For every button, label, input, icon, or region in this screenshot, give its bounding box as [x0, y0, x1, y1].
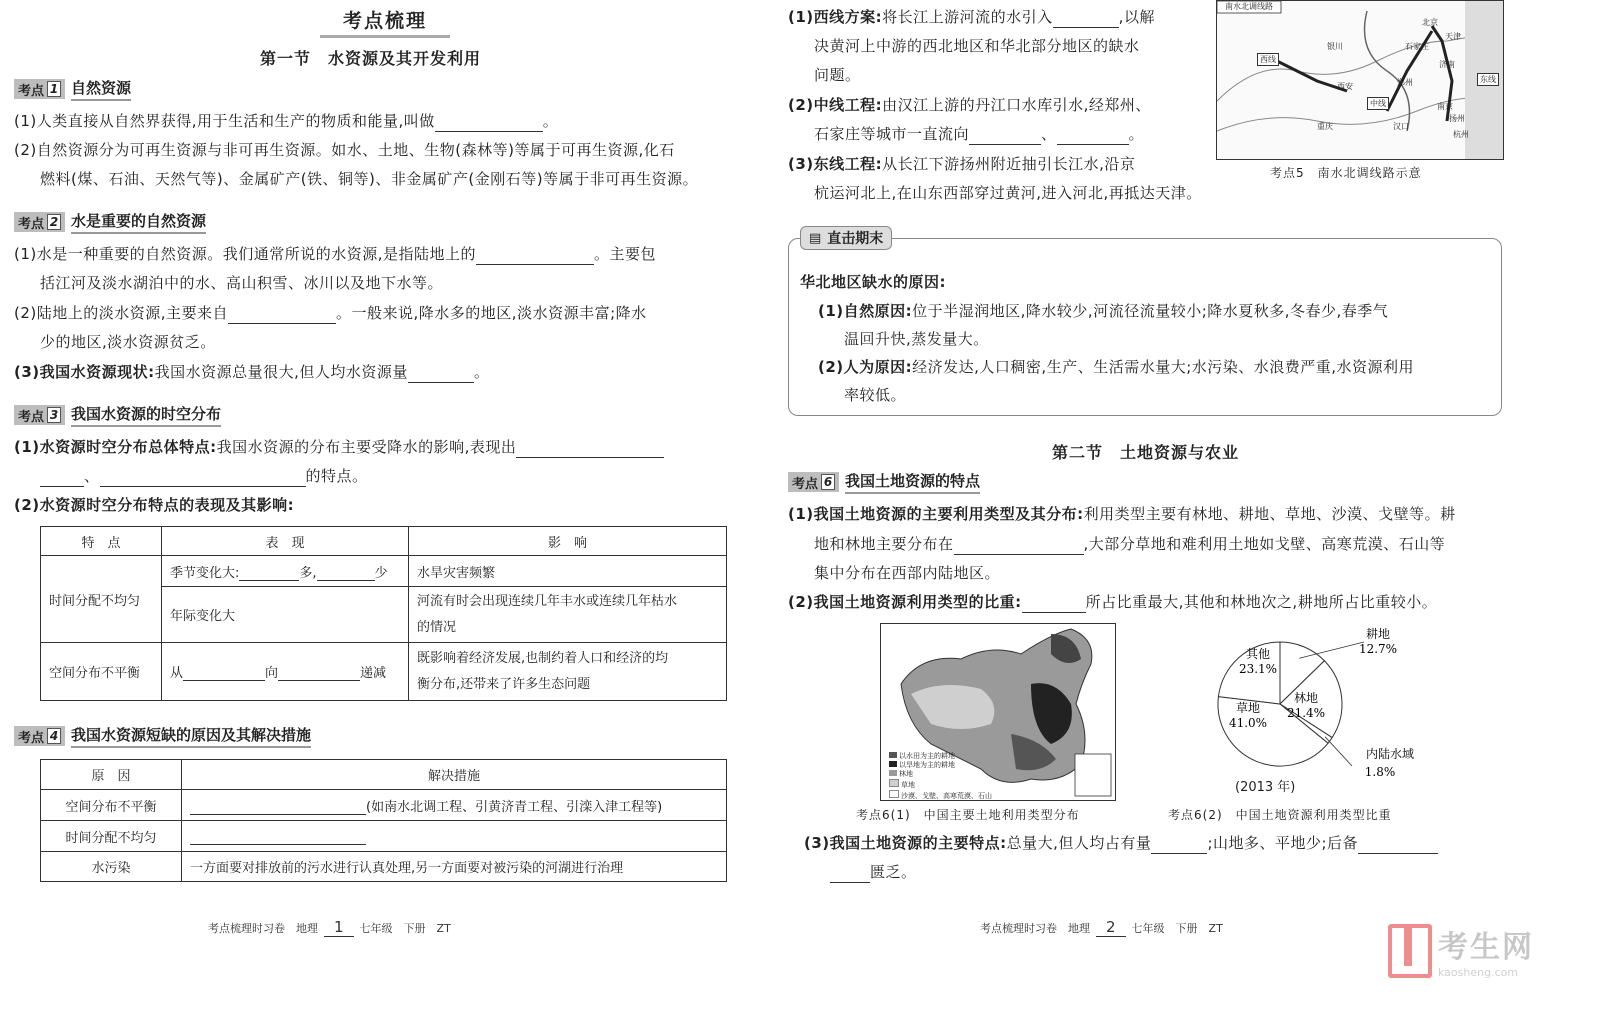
kaodian-tag: 考点 4: [14, 726, 65, 746]
map-label: 南京: [1437, 102, 1453, 111]
kd3-line-1: (1)水资源时空分布总体特点:我国水资源的分布主要受降水的影响,表现出: [14, 436, 664, 458]
kaodian-3-heading: [14, 404, 221, 426]
kd2-line-2: 括江河及淡水湖泊中的水、高山积雪、冰川以及地下水等。: [40, 274, 444, 292]
table-header: 表 现: [162, 527, 409, 556]
kd3-line-3: (2)水资源时空分布特点的表现及其影响:: [14, 496, 295, 514]
map-label: 杭州: [1453, 130, 1469, 139]
table-cell: 年际变化大: [162, 587, 409, 643]
map-label: 济南: [1439, 60, 1455, 69]
answer-blank[interactable]: [317, 564, 375, 581]
kd1-line-3: 燃料(煤、石油、天然气等)、金属矿产(铁、铜等)、非金属矿产(金刚石等)等属于非可再生资源。: [40, 170, 699, 188]
logo-icon: [1388, 924, 1432, 978]
page-header: 考点梳理: [320, 6, 450, 38]
kaodian-tag: 考点 2: [14, 212, 65, 232]
answer-blank[interactable]: [1053, 11, 1119, 28]
page-footer: 考点梳理时习卷 地理 2 七年级 下册 ZT: [980, 918, 1223, 936]
kd2-line-4: 少的地区,淡水资源贫乏。: [40, 333, 216, 351]
answer-blank[interactable]: [100, 470, 306, 487]
answer-blank[interactable]: [408, 366, 474, 383]
kaodian-title: 自然资源: [71, 77, 131, 101]
pie-caption: 考点6(2) 中国土地资源利用类型比重: [1168, 808, 1392, 822]
map-legend: 南水北调线路: [1225, 2, 1273, 11]
kd6-line-5: (3)我国土地资源的主要特点:总量大,但人均占有量 ;山地多、平地少;后备: [804, 832, 1438, 854]
table-cell: 一方面要对排放前的污水进行认真处理,另一方面要对被污染的河湖进行治理: [182, 852, 727, 882]
map-label: 西安: [1337, 82, 1353, 91]
kaodian-1-heading: [14, 78, 131, 100]
pie-value-label: 41.0%: [1228, 716, 1268, 730]
legend-item: 以旱地为主的耕地: [889, 761, 992, 770]
map-label: 汉口: [1393, 122, 1409, 131]
pie-year: (2013 年): [1235, 780, 1296, 795]
kaodian-tag: 考点 6: [788, 472, 839, 492]
box-human-line-1: (2)人为原因:经济发达,人口稠密,生产、生活需水量大;水污染、水浪费严重,水资源利用: [818, 358, 1415, 376]
page-2: [780, 0, 1600, 1011]
answer-blank[interactable]: [1057, 128, 1129, 145]
answer-blank[interactable]: [239, 564, 299, 581]
watermark-text: 考生网: [1438, 930, 1534, 965]
table-cell: 时间分配不均匀: [41, 821, 182, 852]
table-cell: 水旱灾害频繁: [409, 556, 727, 587]
pie-value-label: 12.7%: [1358, 642, 1398, 656]
page-footer: 考点梳理时习卷 地理 1 七年级 下册 ZT: [208, 918, 451, 936]
table-header: 特 点: [41, 527, 162, 556]
answer-blank[interactable]: [190, 798, 366, 815]
pie-category-label: 草地: [1235, 701, 1261, 715]
table-cell: 从 向 递减: [162, 643, 409, 701]
answer-blank[interactable]: [1358, 837, 1438, 854]
answer-blank[interactable]: [954, 538, 1084, 555]
kd3-line-2: 、 的特点。: [40, 465, 368, 487]
table-cell: 河流有时会出现连续几年丰水或连续几年枯水 的情况: [409, 587, 727, 643]
section-1-title: 第一节 水资源及其开发利用: [260, 49, 482, 68]
map-label: 天津: [1445, 32, 1461, 41]
pie-category-label: 内陆水域: [1365, 747, 1415, 761]
table-cell: 水污染: [41, 852, 182, 882]
kd6-line-1: (1)我国土地资源的主要利用类型及其分布:利用类型主要有林地、耕地、草地、沙漠、戈壁等。耕: [788, 505, 1456, 523]
water-shortage-table: [40, 759, 727, 882]
legend-item: 林地: [889, 770, 992, 779]
land-use-map: [880, 623, 1116, 801]
answer-blank[interactable]: [183, 664, 265, 681]
kaodian-6-heading: [788, 471, 980, 493]
pie-value-label: 23.1%: [1238, 662, 1278, 676]
map-label: 郑州: [1397, 78, 1413, 87]
kaodian-tag: 考点 3: [14, 405, 65, 425]
legend-item: 以水田为主的耕地: [889, 752, 992, 761]
kaodian-tag: 考点 1: [14, 79, 65, 99]
watermark-url: kaosheng.com: [1438, 966, 1519, 979]
legend-item: 草地: [889, 779, 992, 790]
answer-blank[interactable]: [969, 128, 1041, 145]
watermark-logo: [1388, 922, 1534, 979]
middle-route-line-1: (2)中线工程:由汉江上游的丹江口水库引水,经郑州、: [788, 96, 1151, 114]
map-caption: 考点5 南水北调线路示意: [1270, 166, 1422, 180]
land-use-pie-chart: [1190, 624, 1450, 794]
map-label: 扬州: [1449, 114, 1465, 123]
box-natural-line-2: 温回升快,蒸发量大。: [844, 330, 989, 348]
page-1: [0, 0, 760, 1011]
section-2-title: 第二节 土地资源与农业: [1052, 443, 1240, 462]
exam-focus-tab: ▤ 直击期末: [800, 226, 892, 250]
south-north-water-map: [1216, 0, 1504, 160]
book-icon: ▤: [809, 230, 822, 246]
map-label: 石家庄: [1405, 42, 1429, 51]
answer-blank[interactable]: [190, 828, 366, 845]
west-route-line-1: (1)西线方案:将长江上游河流的水引入 ,以解: [788, 8, 1155, 26]
kaodian-2-heading: [14, 211, 206, 233]
answer-blank[interactable]: [476, 248, 594, 265]
map-label: 北京: [1422, 18, 1438, 27]
table-header: 影 响: [409, 527, 727, 556]
kaodian-title: 我国水资源的时空分布: [71, 403, 221, 427]
kd1-line-2: (2)自然资源分为可再生资源与非可再生资源。如水、土地、生物(森林等)等属于可再生资源,化石: [14, 141, 675, 159]
middle-route-line-2: 石家庄等城市一直流向 、 。: [814, 125, 1145, 143]
answer-blank[interactable]: [1022, 596, 1086, 613]
table-cell: [182, 821, 727, 852]
pie-category-label: 其他: [1245, 647, 1271, 661]
box-subtitle: 华北地区缺水的原因:: [800, 273, 946, 291]
kaodian-title: 我国土地资源的特点: [845, 470, 980, 494]
legend-item: 沙漠、戈壁、高寒荒漠、石山: [889, 790, 992, 801]
pie-category-label: 耕地: [1365, 627, 1391, 641]
kd2-line-5: (3)我国水资源现状:我国水资源总量很大,但人均水资源量 。: [14, 363, 490, 381]
table-header: 解决措施: [182, 760, 727, 790]
map-label: 重庆: [1317, 122, 1333, 131]
table-cell: 空间分布不平衡: [41, 790, 182, 821]
answer-blank[interactable]: [435, 115, 543, 132]
map-label: 东线: [1477, 73, 1499, 86]
kd6-line-4: (2)我国土地资源利用类型的比重: 所占比重最大,其他和林地次之,耕地所占比重较小。: [788, 593, 1438, 611]
west-route-line-3: 问题。: [814, 66, 861, 84]
pie-value-label: 21.4%: [1286, 706, 1326, 720]
answer-blank[interactable]: [278, 664, 360, 681]
kd6-line-2: 地和林地主要分布在 ,大部分草地和难利用土地如戈壁、高寒荒漠、石山等: [814, 535, 1446, 553]
answer-blank[interactable]: [40, 470, 84, 487]
map-label: 中线: [1367, 97, 1389, 110]
water-distribution-table: [40, 526, 727, 701]
answer-blank[interactable]: [1151, 837, 1207, 854]
kd2-line-1: (1)水是一种重要的自然资源。我们通常所说的水资源,是指陆地上的 。主要包: [14, 245, 657, 263]
kd2-line-3: (2)陆地上的淡水资源,主要来自 。一般来说,降水多的地区,淡水资源丰富;降水: [14, 304, 647, 322]
table-cell: 既影响着经济发展,也制约着人口和经济的均 衡分布,还带来了许多生态问题: [409, 643, 727, 701]
table-cell: 空间分布不平衡: [41, 643, 162, 701]
map-legend: [889, 752, 992, 801]
kd6-line-6: 匮乏。: [830, 861, 917, 883]
kaodian-title: 我国水资源短缺的原因及其解决措施: [71, 724, 311, 748]
table-cell: 时间分配不均匀: [41, 556, 162, 643]
east-route-line-2: 杭运河北上,在山东西部穿过黄河,进入河北,再抵达天津。: [814, 184, 1202, 202]
table-cell: 季节变化大: 多, 少: [162, 556, 409, 587]
map-label: 银川: [1327, 42, 1343, 51]
land-map-caption: 考点6(1) 中国主要土地利用类型分布: [856, 808, 1080, 822]
box-human-line-2: 率较低。: [844, 386, 907, 404]
answer-blank[interactable]: [516, 441, 664, 458]
pie-category-label: 林地: [1293, 691, 1319, 705]
kd1-line-1: (1)人类直接从自然界获得,用于生活和生产的物质和能量,叫做 。: [14, 112, 559, 130]
map-label: 西线: [1257, 53, 1279, 66]
table-cell: (如南水北调工程、引黄济青工程、引滦入津工程等): [182, 790, 727, 821]
pie-value-label: 1.8%: [1364, 765, 1396, 779]
answer-blank[interactable]: [228, 307, 336, 324]
kaodian-title: 水是重要的自然资源: [71, 210, 206, 234]
kaodian-4-heading: [14, 725, 311, 747]
east-route-line-1: (3)东线工程:从长江下游扬州附近抽引长江水,沿京: [788, 155, 1136, 173]
pie-leader-line: [1325, 737, 1352, 766]
answer-blank[interactable]: [830, 866, 870, 883]
box-natural-line-1: (1)自然原因:位于半湿润地区,降水较少,河流径流量较小;降水夏秋多,冬春少,春季气: [818, 302, 1389, 320]
table-header: 原 因: [41, 760, 182, 790]
kd6-line-3: 集中分布在西部内陆地区。: [814, 564, 1001, 582]
west-route-line-2: 决黄河上中游的西北地区和华北部分地区的缺水: [814, 37, 1140, 55]
